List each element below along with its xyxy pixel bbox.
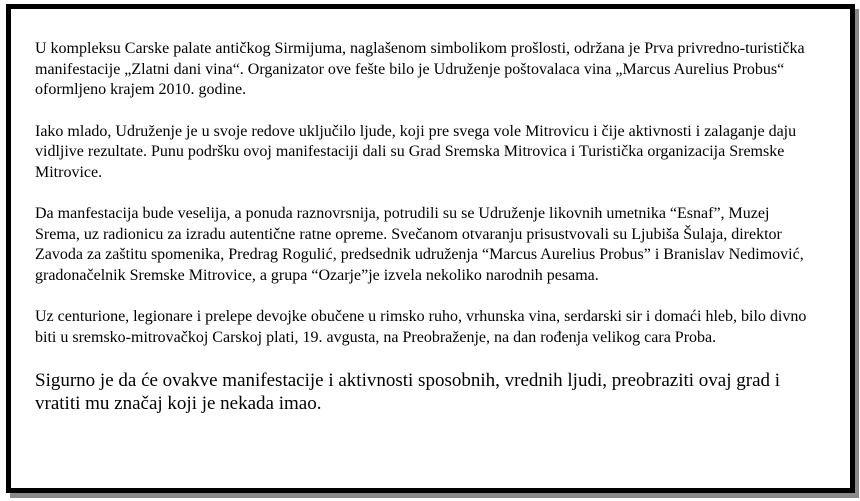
paragraph-2: Iako mlado, Udruženje je u svoje redove uključilo ljude, koji pre svega vole Mitrovicu i čije aktivnosti i zalaganje daju vidljive rezultate. Punu podršku ovoj manifestaciji dali su Grad Sremska Mitrovica i Turistička organizacija Sremske Mitrovice.: [35, 122, 797, 181]
article-frame: [6, 4, 855, 493]
paragraph-3: Da manfestacija bude veselija, a ponuda raznovrsnija, potrudili su se Udruženje likovnih umetnika “Esnaf”, Muzej Srema, uz radionicu za izradu autentične ratne opreme. Svečanom otvaranju prisustvovali su Ljubiša Šulaja, direktor Zavoda za zaštitu spomenika, Predrag Rogulić, predsednik udruženja “Marcus Aurelius Probus” i Branislav Nedimović, gradonačelnik Sremske Mitrovice, a grupa “Ozarje”je izvela nekoliko narodnih pesama.: [35, 205, 804, 284]
paragraph-1: U kompleksu Carske palate antičkog Sirmijuma, naglašenom simbolikom prošlosti, održana je Prva privredno-turistička manifestacije „Zlatni dani vina“. Organizator ove fešte bilo je Udruženje poštovalaca vina „Marcus Aurelius Probus“ oformljeno krajem 2010. godine.: [35, 40, 805, 98]
article-body: [35, 39, 815, 415]
paragraph-5-closing: Sigurno je da će ovakve manifestacije i aktivnosti sposobnih, vrednih ljudi, preobraziti ovaj grad i vratiti mu značaj koji je nekada imao.: [35, 370, 781, 414]
paragraph-4: Uz centurione, legionare i prelepe devojke obučene u rimsko ruho, vrhunska vina, serdarski sir i domaći hleb, bilo divno biti u sremsko-mitrovačkoj Carskoj plati, 19. avgusta, na Preobraženje, na dan rođenja velikog cara Proba.: [35, 308, 807, 346]
